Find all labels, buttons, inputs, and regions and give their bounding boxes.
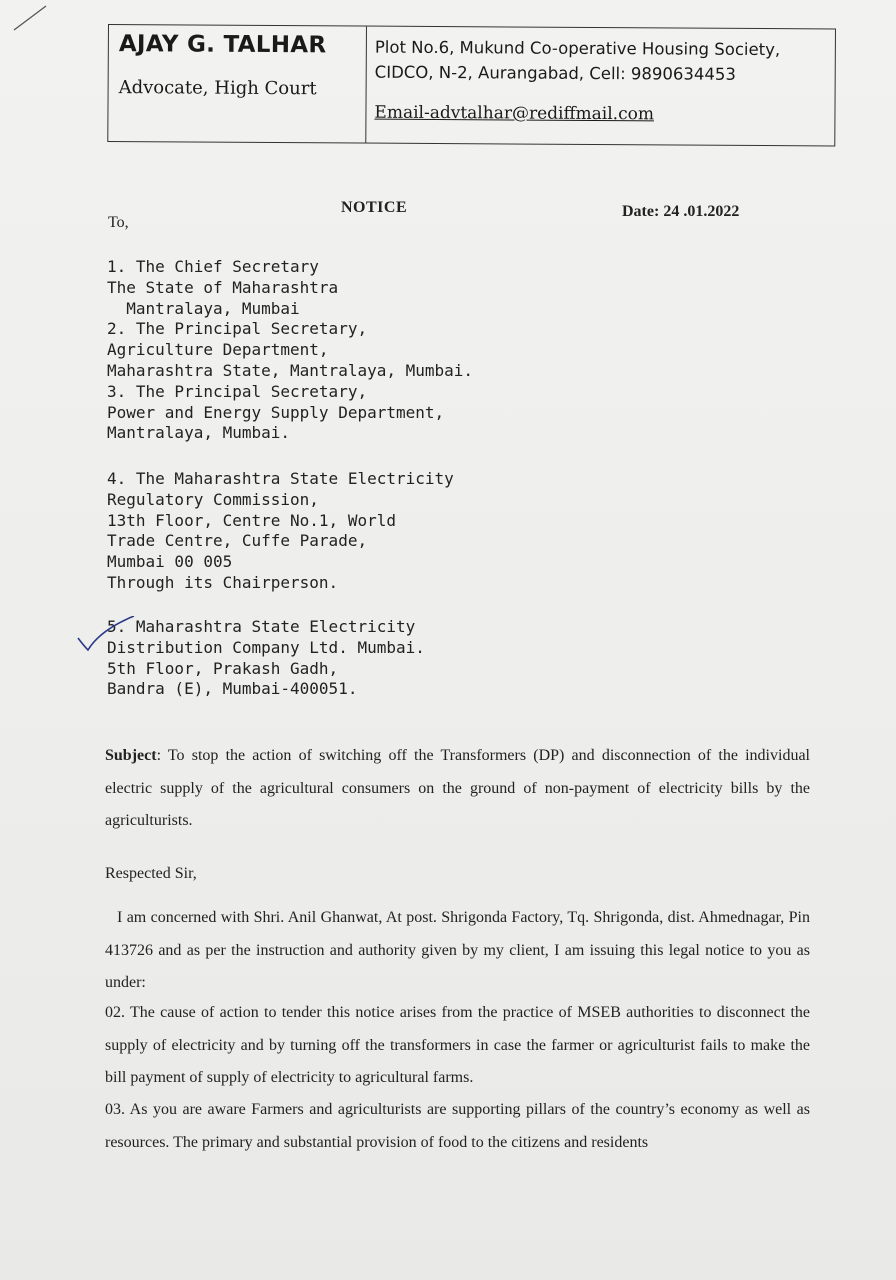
advocate-name: AJAY G. TALHAR — [118, 31, 327, 59]
recipients-block-3: 5. Maharashtra State Electricity Distribution Company Ltd. Mumbai. 5th Floor, Prakash Gadh, Bandra (E), Mumbai-400051. — [107, 617, 425, 699]
letterhead-box — [107, 24, 836, 146]
notice-heading: NOTICE — [341, 199, 408, 216]
to-label: To, — [108, 214, 129, 231]
address-line-2: CIDCO, N-2, Aurangabad, Cell: 9890634453 — [374, 62, 736, 84]
advocate-title: Advocate, High Court — [118, 77, 317, 100]
paragraph-2: 02. The cause of action to tender this notice arises from the practice of MSEB authorities to disconnect the supply of electricity and by turning off the transformers in case the farmer or agriculturist fails to make the bill payment of supply of electricity to agricultural farms. — [105, 1004, 810, 1086]
subject-label: Subject — [105, 747, 157, 764]
letterhead-address — [375, 35, 831, 88]
recipients-block-1: 1. The Chief Secretary The State of Maharashtra Mantralaya, Mumbai 2. The Principal Secretary, Agriculture Department, Maharashtra State, Mantralaya, Mumbai. 3. The Principal Secretary, Power and Energy Supply Department, Mantralaya, Mumbai. — [107, 257, 474, 443]
pen-stroke-mark — [10, 2, 50, 32]
letterhead-left-cell — [108, 25, 367, 143]
subject-paragraph — [105, 740, 810, 838]
recipients-block-2: 4. The Maharashtra State Electricity Regulatory Commission, 13th Floor, Centre No.1, World Trade Centre, Cuffe Parade, Mumbai 00 005 Through its Chairperson. — [107, 469, 454, 592]
letterhead-email: Email-advtalhar@rediffmail.com — [374, 102, 655, 125]
paragraph-3: 03. As you are aware Farmers and agriculturists are supporting pillars of the country’s economy as well as resources. The primary and substantial provision of food to the citizens and residents — [105, 1101, 810, 1151]
address-line-1: Plot No.6, Mukund Co-operative Housing Society, — [374, 37, 781, 60]
notice-date: Date: 24 .01.2022 — [622, 203, 740, 220]
subject-text: : To stop the action of switching off the Transformers (DP) and disconnection of the individual electric supply of the agricultural consumers on the ground of non-payment of electricity bills by the agriculturists. — [105, 747, 810, 829]
paragraph-1: I am concerned with Shri. Anil Ghanwat, At post. Shrigonda Factory, Tq. Shrigonda, dist. Ahmednagar, Pin 413726 and as per the instruction and authority given by my client, I am issuing this legal notice to you as under: — [105, 909, 810, 991]
handwritten-tick-mark — [76, 616, 136, 656]
salutation: Respected Sir, — [105, 865, 197, 882]
